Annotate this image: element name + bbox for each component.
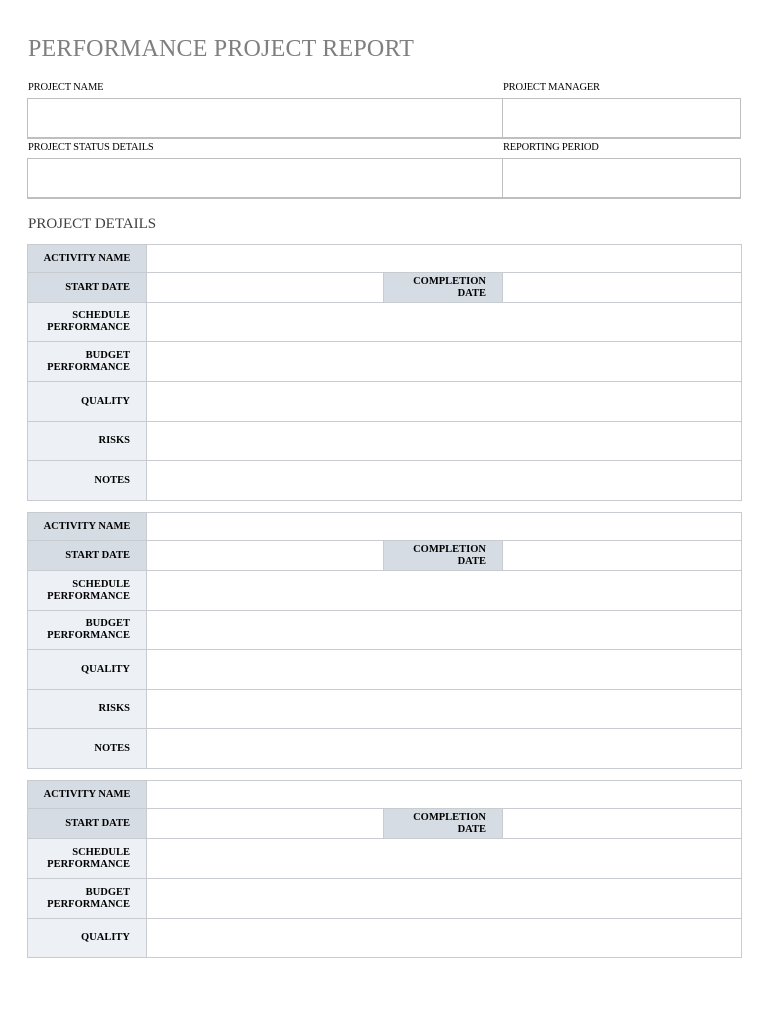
activity-name-label: ACTIVITY NAME	[28, 245, 147, 273]
activity-table	[27, 512, 742, 769]
start-date-label: START DATE	[28, 541, 147, 571]
notes-label: NOTES	[28, 729, 147, 769]
schedule-performance-field[interactable]	[147, 571, 742, 611]
risks-field[interactable]	[147, 422, 742, 461]
activity-name-field[interactable]	[147, 781, 742, 809]
project-status-details-label: PROJECT STATUS DETAILS	[28, 142, 154, 153]
reporting-period-field[interactable]	[502, 158, 741, 199]
notes-field[interactable]	[147, 729, 742, 769]
reporting-period-label: REPORTING PERIOD	[503, 142, 599, 153]
risks-label: RISKS	[28, 690, 147, 729]
project-name-label: PROJECT NAME	[28, 82, 104, 93]
completion-date-field[interactable]	[503, 273, 742, 303]
budget-performance-label: BUDGET PERFORMANCE	[28, 342, 147, 382]
schedule-performance-field[interactable]	[147, 303, 742, 342]
notes-label: NOTES	[28, 461, 147, 501]
schedule-performance-field[interactable]	[147, 839, 742, 879]
quality-field[interactable]	[147, 382, 742, 422]
activity-name-field[interactable]	[147, 513, 742, 541]
project-name-field[interactable]	[27, 98, 503, 139]
activity-name-field[interactable]	[147, 245, 742, 273]
schedule-performance-label: SCHEDULE PERFORMANCE	[28, 303, 147, 342]
completion-date-field[interactable]	[503, 809, 742, 839]
completion-date-label: COMPLETION DATE	[384, 273, 503, 303]
quality-field[interactable]	[147, 919, 742, 958]
section-title: PROJECT DETAILS	[28, 216, 157, 232]
budget-performance-field[interactable]	[147, 611, 742, 650]
budget-performance-label: BUDGET PERFORMANCE	[28, 879, 147, 919]
budget-performance-field[interactable]	[147, 342, 742, 382]
project-manager-label: PROJECT MANAGER	[503, 82, 600, 93]
budget-performance-field[interactable]	[147, 879, 742, 919]
quality-label: QUALITY	[28, 650, 147, 690]
activity-name-label: ACTIVITY NAME	[28, 513, 147, 541]
activity-table	[27, 244, 742, 501]
quality-label: QUALITY	[28, 919, 147, 958]
budget-performance-label: BUDGET PERFORMANCE	[28, 611, 147, 650]
schedule-performance-label: SCHEDULE PERFORMANCE	[28, 839, 147, 879]
start-date-field[interactable]	[147, 541, 384, 571]
quality-label: QUALITY	[28, 382, 147, 422]
start-date-field[interactable]	[147, 273, 384, 303]
completion-date-label: COMPLETION DATE	[384, 809, 503, 839]
notes-field[interactable]	[147, 461, 742, 501]
risks-label: RISKS	[28, 422, 147, 461]
start-date-label: START DATE	[28, 273, 147, 303]
completion-date-field[interactable]	[503, 541, 742, 571]
page-title: PERFORMANCE PROJECT REPORT	[28, 36, 415, 62]
activity-name-label: ACTIVITY NAME	[28, 781, 147, 809]
project-manager-field[interactable]	[502, 98, 741, 139]
activity-table	[27, 780, 742, 958]
schedule-performance-label: SCHEDULE PERFORMANCE	[28, 571, 147, 611]
completion-date-label: COMPLETION DATE	[384, 541, 503, 571]
start-date-label: START DATE	[28, 809, 147, 839]
start-date-field[interactable]	[147, 809, 384, 839]
quality-field[interactable]	[147, 650, 742, 690]
risks-field[interactable]	[147, 690, 742, 729]
project-status-details-field[interactable]	[27, 158, 503, 199]
